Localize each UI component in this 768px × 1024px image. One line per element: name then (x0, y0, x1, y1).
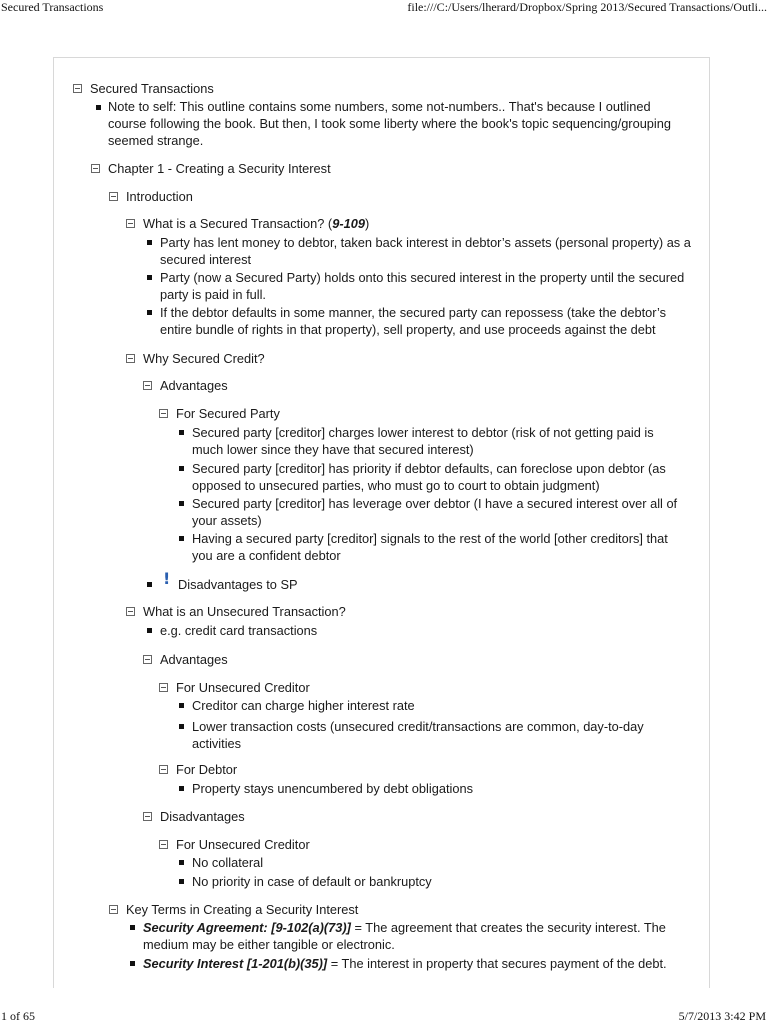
collapse-toggle-icon[interactable] (109, 905, 118, 914)
page-counter: 1 of 65 (1, 1009, 35, 1023)
list-item: e.g. credit card transactions (160, 623, 318, 638)
collapse-toggle-icon[interactable] (143, 812, 152, 821)
bullet-icon (147, 240, 152, 245)
list-item: Secured party [creditor] has leverage over debtor (I have a secured interest over all of your assets) (192, 496, 678, 528)
outline-node-advantages[interactable]: Advantages (160, 652, 228, 667)
bullet-icon (147, 582, 152, 587)
bullet-icon (147, 275, 152, 280)
print-datetime: 5/7/2013 3:42 PM (678, 1009, 766, 1023)
list-item: Lower transaction costs (unsecured credit/transactions are common, day-to-day activities (192, 719, 644, 751)
collapse-toggle-icon[interactable] (126, 219, 135, 228)
list-item: Party (now a Secured Party) holds onto this secured interest in the property until the secured party is paid in full. (160, 270, 685, 302)
outline-node-key-terms[interactable]: Key Terms in Creating a Security Interest (126, 902, 359, 917)
outline-node-for-unsecured-creditor[interactable]: For Unsecured Creditor (176, 680, 310, 695)
list-item: Property stays unencumbered by debt obligations (192, 781, 473, 796)
list-item: Secured party [creditor] charges lower interest to debtor (risk of not getting paid is much lower since they have that secured interest) (192, 425, 654, 457)
bullet-icon (147, 310, 152, 315)
outline-node-root[interactable]: Secured Transactions (90, 81, 214, 96)
collapse-toggle-icon[interactable] (73, 84, 82, 93)
file-path: file:///C:/Users/lherard/Dropbox/Spring 2013/Secured Transactions/Outli... (407, 0, 767, 14)
collapse-toggle-icon[interactable] (143, 655, 152, 664)
outline-node-chapter-1[interactable]: Chapter 1 - Creating a Security Interest (108, 161, 331, 176)
bullet-icon (179, 430, 184, 435)
list-item: Creditor can charge higher interest rate (192, 698, 415, 713)
bullet-icon (179, 703, 184, 708)
bullet-icon (179, 879, 184, 884)
collapse-toggle-icon[interactable] (91, 164, 100, 173)
collapse-toggle-icon[interactable] (126, 354, 135, 363)
bullet-icon (130, 925, 135, 930)
exclamation-icon: ! (163, 569, 171, 588)
list-item: If the debtor defaults in some manner, the secured party can repossess (take the debtor’s entire bundle of rights in that property), sell property, and use proceeds against the debt (160, 305, 667, 337)
collapse-toggle-icon[interactable] (143, 381, 152, 390)
note-text: Note to self: This outline contains some numbers, some not-numbers.. That's because I outlined course following the book. But then, I took some liberty where the book's topic sequencing/grouping seemed strange. (108, 99, 672, 148)
collapse-toggle-icon[interactable] (159, 840, 168, 849)
collapse-toggle-icon[interactable] (159, 683, 168, 692)
bullet-icon (96, 105, 101, 110)
list-item: No collateral (192, 855, 264, 870)
document-title: Secured Transactions (1, 0, 104, 14)
bullet-icon (179, 536, 184, 541)
list-item: Having a secured party [creditor] signals to the rest of the world [other creditors] that you are a confident debtor (192, 531, 668, 563)
outline-page (53, 57, 710, 988)
bullet-icon (179, 786, 184, 791)
collapse-toggle-icon[interactable] (109, 192, 118, 201)
outline-node-what-is-unsecured-transaction[interactable]: What is an Unsecured Transaction? (143, 604, 346, 619)
list-item: Secured party [creditor] has priority if debtor defaults, can foreclose upon debtor (as opposed to unsecured parties, who must go to court to obtain judgment) (192, 461, 666, 493)
bullet-icon (147, 628, 152, 633)
outline-node-advantages[interactable]: Advantages (160, 378, 228, 393)
collapse-toggle-icon[interactable] (126, 607, 135, 616)
outline-node-for-unsecured-creditor[interactable]: For Unsecured Creditor (176, 837, 310, 852)
bullet-icon (179, 466, 184, 471)
collapse-toggle-icon[interactable] (159, 765, 168, 774)
browser-print-header (0, 0, 768, 16)
collapse-toggle-icon[interactable] (159, 409, 168, 418)
outline-node-for-secured-party[interactable]: For Secured Party (176, 406, 280, 421)
bullet-icon (179, 860, 184, 865)
outline-node-disadvantages[interactable]: Disadvantages (160, 809, 245, 824)
bullet-icon (130, 961, 135, 966)
bullet-icon (179, 724, 184, 729)
outline-node-what-is-secured-transaction[interactable]: What is a Secured Transaction? (9-109) (143, 216, 370, 231)
outline-node-introduction[interactable]: Introduction (126, 189, 193, 204)
definition-security-interest: Security Interest [1-201(b)(35)] = The interest in property that secures payment of the debt. (143, 956, 667, 971)
browser-print-footer (0, 1006, 768, 1024)
outline-node-why-secured-credit[interactable]: Why Secured Credit? (143, 351, 265, 366)
definition-security-agreement: Security Agreement: [9-102(a)(73)] = The agreement that creates the security interest. The medium may be either tangible or electronic. (143, 920, 666, 952)
list-item: No priority in case of default or bankruptcy (192, 874, 432, 889)
outline-node-for-debtor[interactable]: For Debtor (176, 762, 238, 777)
bullet-icon (179, 501, 184, 506)
list-item: Party has lent money to debtor, taken back interest in debtor’s assets (personal property) as a secured interest (160, 235, 691, 267)
outline-node-disadvantages-to-sp[interactable]: Disadvantages to SP (178, 577, 298, 592)
